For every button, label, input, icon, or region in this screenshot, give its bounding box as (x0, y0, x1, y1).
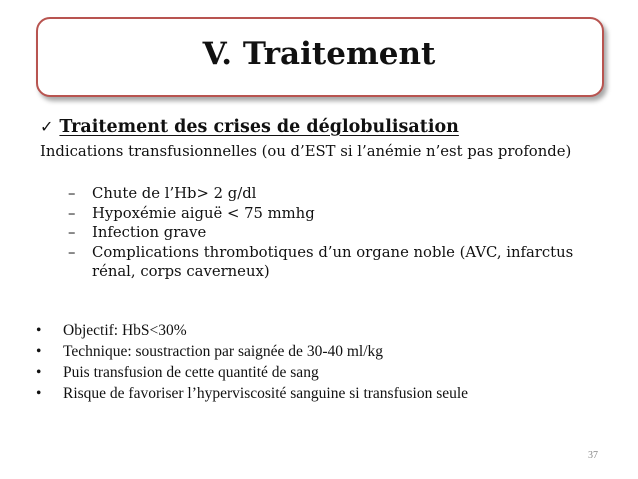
bullet-item-text: Risque de favoriser l’hyperviscosité sanguine si transfusion seule (63, 385, 469, 402)
bullet-list-item (36, 320, 616, 341)
bullet-list (36, 320, 616, 404)
page-number: 37 (588, 450, 598, 461)
dash-icon: – (68, 204, 76, 222)
slide-title: V. Traitement (202, 36, 436, 72)
bullet-list-item (36, 341, 616, 362)
dash-list (68, 184, 598, 282)
dash-item-text: Hypoxémie aiguë < 75 mmhg (92, 204, 315, 222)
bullet-icon: • (36, 364, 42, 381)
bullet-item-text: Puis transfusion de cette quantité de sang (63, 364, 319, 381)
dash-icon: – (68, 243, 76, 261)
dash-item-text: Infection grave (92, 224, 207, 241)
dash-item-text: Chute de l’Hb> 2 g/dl (92, 185, 257, 202)
dash-list-item (68, 184, 598, 204)
section-heading (40, 116, 459, 138)
bullet-icon: • (36, 385, 42, 402)
section-heading-text: Traitement des crises de déglobulisation (59, 117, 459, 137)
checkmark-icon: ✓ (40, 117, 54, 136)
dash-icon: – (68, 185, 76, 202)
bullet-item-text: Technique: soustraction par saignée de 30-40 ml/kg (63, 343, 384, 360)
dash-icon: – (68, 224, 76, 241)
dash-list-item (68, 243, 598, 282)
dash-list-item (68, 204, 598, 224)
dash-item-text: Complications thrombotiques d’un organe noble (AVC, infarctus rénal, corps caverneux) (92, 243, 574, 280)
bullet-item-text: Objectif: HbS<30% (63, 322, 187, 339)
bullet-icon: • (36, 343, 42, 360)
bullet-list-item (36, 362, 616, 383)
dash-list-item (68, 223, 598, 243)
bullet-list-item (36, 383, 616, 404)
indications-text: Indications transfusionnelles (ou d’EST si l’anémie n’est pas profonde) (40, 143, 572, 160)
bullet-icon: • (36, 322, 42, 339)
